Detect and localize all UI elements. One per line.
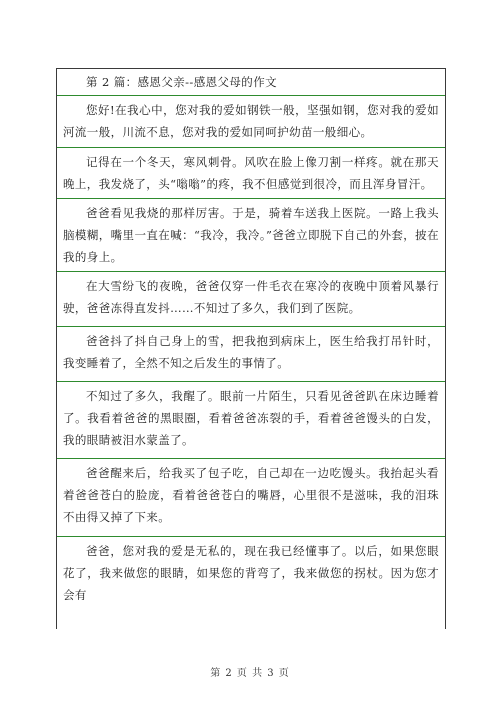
paragraph-2: 记得在一个冬天，寒风刺骨。风吹在脸上像刀割一样疼。就在那天晚上，我发烧了，头“嗡嗡”的疼，我不但感觉到很冷，而且浑身冒汗。 bbox=[57, 148, 445, 199]
paragraph-6: 不知过了多久，我醒了。眼前一片陌生，只看见爸爸趴在床边睡着了。我看着爸爸的黑眼圈，看着爸爸冻裂的手，看着爸爸馒头的白发，我的眼睛被泪水蒙盖了。 bbox=[57, 382, 445, 459]
paragraph-3: 爸爸看见我烧的那样厉害。于是，骑着车送我上医院。一路上我头脑模糊，嘴里一直在喊：“我冷，我冷。”爸爸立即脱下自己的外套，披在我的身上。 bbox=[57, 199, 445, 272]
page-number: 第 2 页 共 3 页 bbox=[210, 668, 290, 679]
paragraph-7: 爸爸醒来后，给我买了包子吃，自己却在一边吃馒头。我抬起头看着爸爸苍白的脸庞，看着爸爸苍白的嘴唇，心里很不是滋味，我的泪珠不由得又掉了下来。 bbox=[57, 459, 445, 537]
paragraph-4: 在大雪纷飞的夜晚，爸爸仅穿一件毛衣在寒冷的夜晚中顶着风暴行驶，爸爸冻得直发抖……不知过了多久，我们到了医院。 bbox=[57, 272, 445, 327]
essay-title: 第 2 篇：感恩父亲--感恩父母的作文 bbox=[57, 69, 445, 96]
paragraph-8: 爸爸，您对我的爱是无私的，现在我已经懂事了。以后，如果您眼花了，我来做您的眼睛，如果您的背弯了，我来做您的拐杖。因为您才会有 bbox=[63, 544, 439, 602]
paragraph-5: 爸爸抖了抖自己身上的雪，把我抱到病床上，医生给我打吊针时，我变睡着了，全然不知之后发生的事情了。 bbox=[57, 327, 445, 382]
paragraph-1: 您好!在我心中，您对我的爱如钢铁一般，坚强如钢，您对我的爱如河流一般，川流不息，您对我的爱如同呵护幼苗一般细心。 bbox=[57, 96, 445, 148]
essay-table bbox=[56, 68, 446, 629]
